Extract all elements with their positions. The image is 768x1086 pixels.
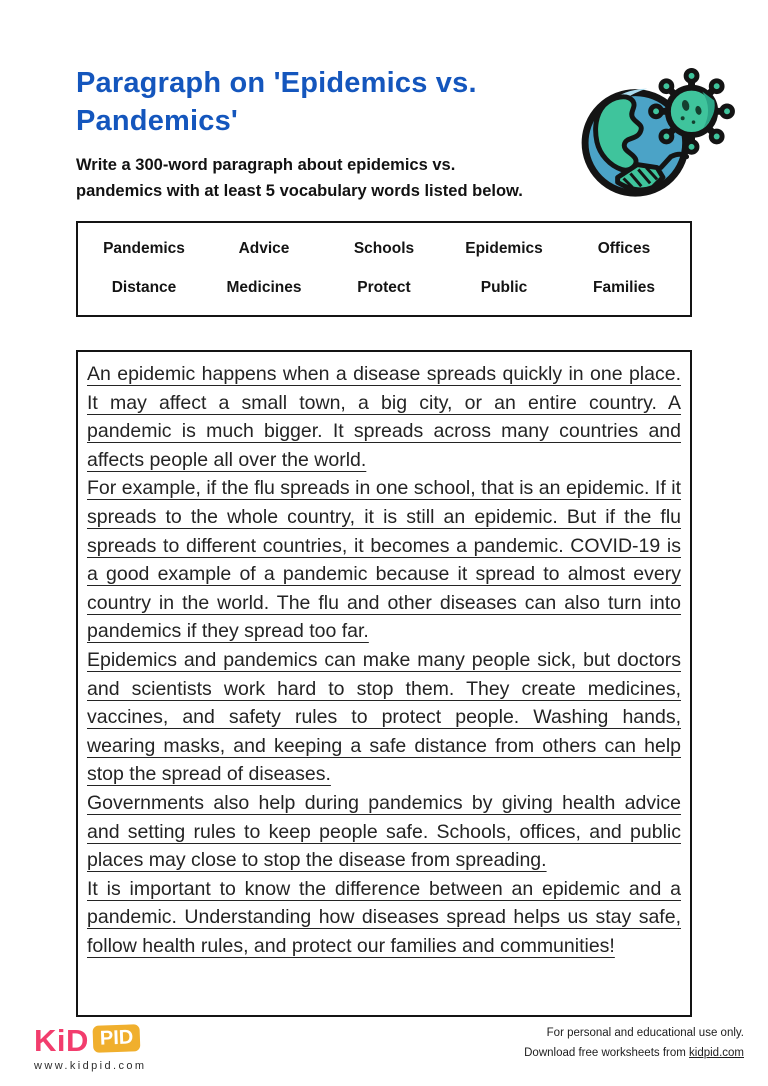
essay-paragraph: Epidemics and pandemics can make many people sick, but doctors and scientists work hard to stop them. They create medicines, vaccines, and safety rules to protect people. Washing hands, wearing masks, and keeping a safe distance from others can help stop the spread of diseases.: [87, 648, 681, 786]
earth-virus-icon: [576, 66, 744, 204]
kidpid-logo-row: [34, 1025, 146, 1056]
essay-paragraph: For example, if the flu spreads in one school, that is an epidemic. If it spreads to the whole country, it is still an epidemic. But if the flu spreads to different countries, it becomes a pandemic. COVID-19 is a good example of a pandemic because it spread to almost every country in the world. The flu and other diseases can also turn into pandemics if they spread too far.: [87, 477, 681, 643]
essay-paragraph: It is important to know the difference between an epidemic and a pandemic. Understanding how diseases spread helps us stay safe, follow health rules, and protect our families and communities!: [87, 877, 681, 957]
logo-pid-badge: PID: [92, 1024, 140, 1053]
vocabulary-grid: [84, 240, 684, 297]
vocab-word: Epidemics: [465, 240, 543, 257]
virus-icon: [651, 70, 733, 152]
vocab-word: Schools: [353, 240, 415, 257]
instructions: [76, 152, 576, 204]
footer-note-line2-prefix: Download free worksheets from: [524, 1047, 690, 1060]
footer-note-line1: For personal and educational use only.: [546, 1026, 744, 1039]
instructions-line1: Write a 300-word paragraph about epidemics vs.: [76, 155, 456, 174]
vocab-word: Distance: [111, 279, 177, 296]
page-title: Paragraph on 'Epidemics vs. Pandemics': [76, 67, 477, 138]
vocab-word: Public: [480, 279, 528, 296]
vocab-word: Offices: [597, 240, 651, 257]
kidpid-logo: [34, 1025, 146, 1072]
vocab-word: Protect: [357, 279, 411, 296]
header: [0, 0, 768, 209]
vocab-word: Pandemics: [103, 240, 185, 257]
logo-website-text: www.kidpid.com: [34, 1060, 147, 1072]
vocabulary-box: [76, 221, 692, 317]
vocab-word: Families: [592, 279, 656, 296]
footer-note-line2: [524, 1043, 744, 1064]
footer-note: [524, 1023, 744, 1064]
kidpid-link[interactable]: kidpid.com: [689, 1047, 744, 1060]
vocab-word: Medicines: [226, 279, 302, 296]
essay-paragraph: Governments also help during pandemics by giving health advice and setting rules to keep people safe. Schools, offices, and public places may close to stop the disease from spreading.: [87, 791, 681, 872]
essay-paragraph: An epidemic happens when a disease spreads quickly in one place. It may affect a small town, a big city, or an entire country. A pandemic is much bigger. It spreads across many countries and affects people all over the world.: [87, 363, 681, 471]
instructions-line2: pandemics with at least 5 vocabulary words listed below.: [76, 181, 523, 200]
vocab-word: Advice: [238, 240, 290, 257]
logo-kid-text: KiD: [34, 1023, 89, 1058]
header-text: [76, 64, 576, 204]
earth-virus-illustration: [576, 66, 744, 209]
essay-box: [76, 350, 692, 1017]
